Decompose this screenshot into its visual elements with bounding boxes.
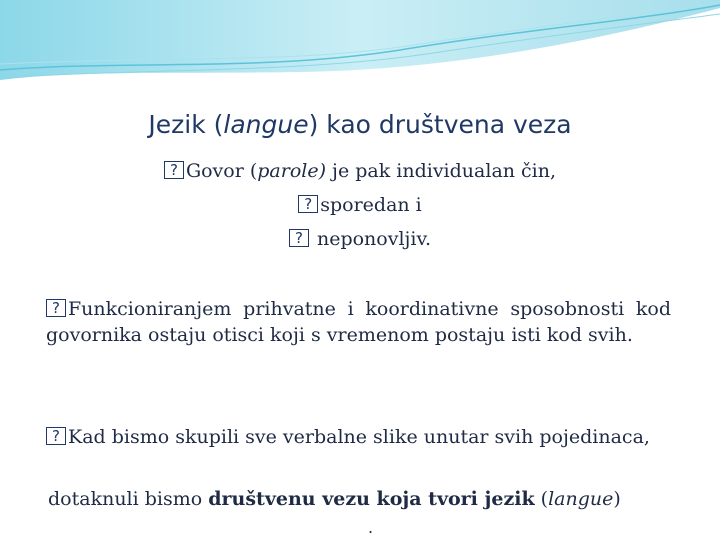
trailing-dot: .: [368, 518, 374, 537]
closing-line: dotaknuli bismo društvenu vezu koja tvori jezik (langue): [48, 488, 621, 510]
bullet-line-sporedan: ? sporedan i: [0, 194, 720, 216]
wave-header-decoration: [0, 0, 720, 90]
bullet-icon: ?: [289, 229, 309, 247]
bullet-icon: ?: [46, 299, 66, 317]
bullet-line-neponovljiv: ? neponovljiv.: [0, 228, 720, 250]
slide-title: Jezik (langue) kao društvena veza: [148, 110, 572, 139]
paragraph-kad-bismo: ? Kad bismo skupili sve verbalne slike unutar svih pojedinaca,: [46, 424, 671, 450]
bullet-icon: ?: [298, 195, 318, 213]
bullet-icon: ?: [164, 161, 184, 179]
bullet-icon: ?: [46, 427, 66, 445]
paragraph-funkcioniranjem: ? Funkcioniranjem prihvatne i koordinativne sposobnosti kod govornika ostaju otisci koji s vremenom postaju isti kod svih.: [46, 298, 671, 346]
bullet-line-govor: ? Govor (parole) je pak individualan čin,: [0, 160, 720, 182]
